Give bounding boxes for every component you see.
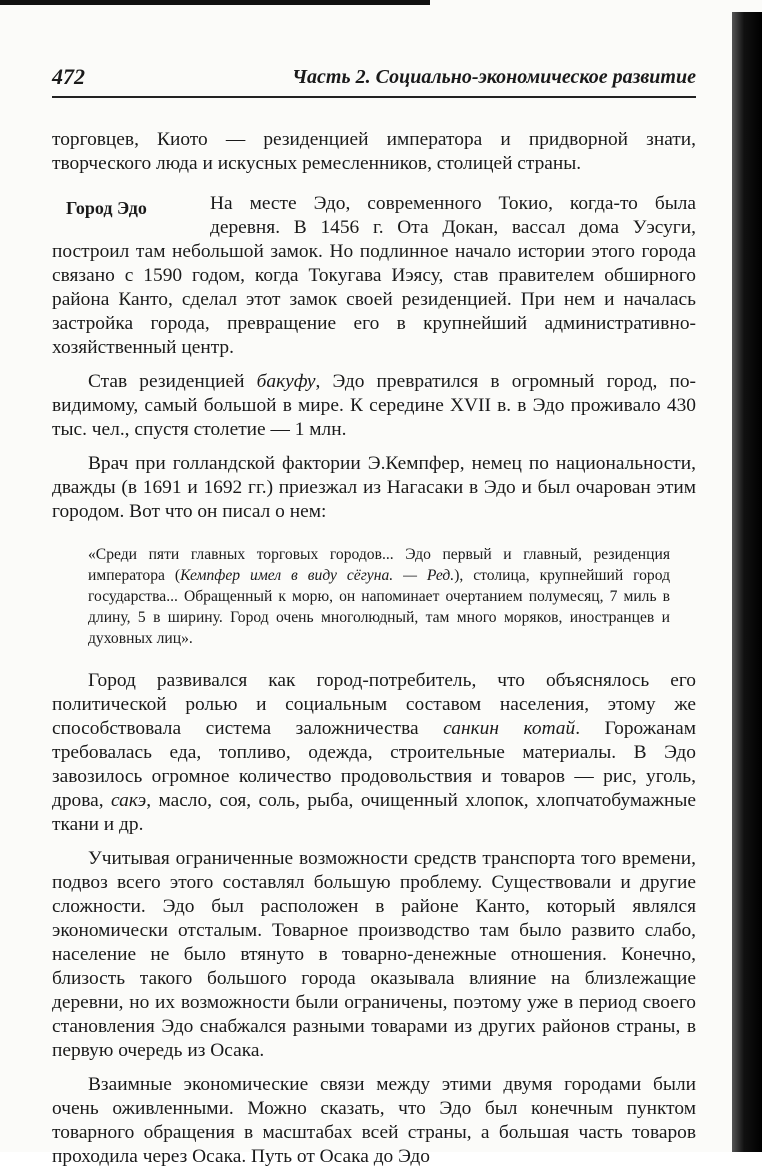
paragraph-1: торговцев, Киото — резиденцией императора и придворной знати, творческого люда и искусных ремесленников, столицей страны. xyxy=(52,129,696,174)
paragraph-5-text-c: , масло, соя, соль, рыба, очищенный хлопок, хлопчатобумажные ткани и др. xyxy=(52,790,696,835)
term-bakufu: бакуфу xyxy=(256,371,316,392)
paragraph-2-text: На месте Эдо, современного Токио, когда-то была деревня. В 1456 г. Ота Докан, вассал дома Уэсуги, построил там небольшой замок. Но подлинное начало истории этого города связано с 1590 годом, когда Токугава Иэясу, став правителем обширного района Канто, сделал этот замок своей резиденцией. При нем и началась застройка города, превращение его в крупнейший административно-хозяйственный центр. xyxy=(52,193,696,358)
paragraph-5-text-b: . Горожанам требовалась еда, топливо, одежда, строительные материалы. В Эдо завозилось огромное количество продовольствия и товаров — рис, уголь, дрова, xyxy=(52,718,696,811)
section-heading: Город Эдо xyxy=(66,198,147,218)
paragraph-3-text-b: , Эдо превратился в огромный город, по-видимому, самый большой в мире. К середине XVII в. в Эдо проживало 430 тыс. чел., спустя столетие — 1 млн. xyxy=(52,371,696,440)
paragraph-3 xyxy=(52,370,696,442)
paragraph-7: Взаимные экономические связи между этими двумя городами были очень оживленными. Можно сказать, что Эдо был конечным пунктом товарного обращения в масштабах всей страны, а большая часть товаров проходила через Осака. Путь от Осака до Эдо xyxy=(52,1074,696,1167)
paragraph-5 xyxy=(52,669,696,837)
paragraph-3-text-a: Став резиденцией xyxy=(88,371,257,392)
paragraph-4: Врач при голландской фактории Э.Кемпфер, немец по национальности, дважды (в 1691 и 1692 гг.) приезжал из Нагасаки в Эдо и был очарован этим городом. Вот что он писал о нем: xyxy=(52,453,696,522)
editor-note: Кемпфер имел в виду сёгуна. — Ред. xyxy=(180,567,455,584)
book-spine-shadow xyxy=(732,12,762,1152)
scan-top-edge xyxy=(0,0,430,5)
term-sake: сакэ xyxy=(111,790,147,811)
paragraph-6: Учитывая ограниченные возможности средств транспорта того времени, подвоз всего этого составлял большую проблему. Существовали и другие сложности. Эдо был расположен в районе Канто, который являлся экономически отсталым. Товарное производство там было развито слабо, население не было втянуто в товарно-денежные отношения. Конечно, близость такого большого города оказывала влияние на близлежащие деревни, но их возможности были ограничены, поэтому уже в период своего становления Эдо снабжался разными товарами из других районов страны, в первую очередь из Осака. xyxy=(52,848,696,1061)
quotation-text-b: ), столица, крупнейший город государства... Обращенный к морю, он напоминает очертанием полумесяц, 7 миль в длину, 5 в ширину. Город очень многолюдный, там много моряков, иностранцев и духовных лиц». xyxy=(88,567,671,647)
page-number: 472 xyxy=(52,64,85,89)
quotation xyxy=(88,544,670,649)
body-text xyxy=(52,128,696,1169)
running-title: Часть 2. Социально-экономическое развитие xyxy=(292,66,696,88)
page-header xyxy=(52,62,696,98)
quotation-text-a: «Среди пяти главных торговых городов... Эдо первый и главный, резиденция императора ( xyxy=(88,546,670,584)
term-sankin-kotai: санкин котай xyxy=(443,718,576,739)
paragraph-5-text-a: Город развивался как город-потребитель, что объяснялось его политической ролью и социальным составом населения, этому же способствовала система заложничества xyxy=(52,670,696,739)
paragraph-2 xyxy=(52,192,696,360)
